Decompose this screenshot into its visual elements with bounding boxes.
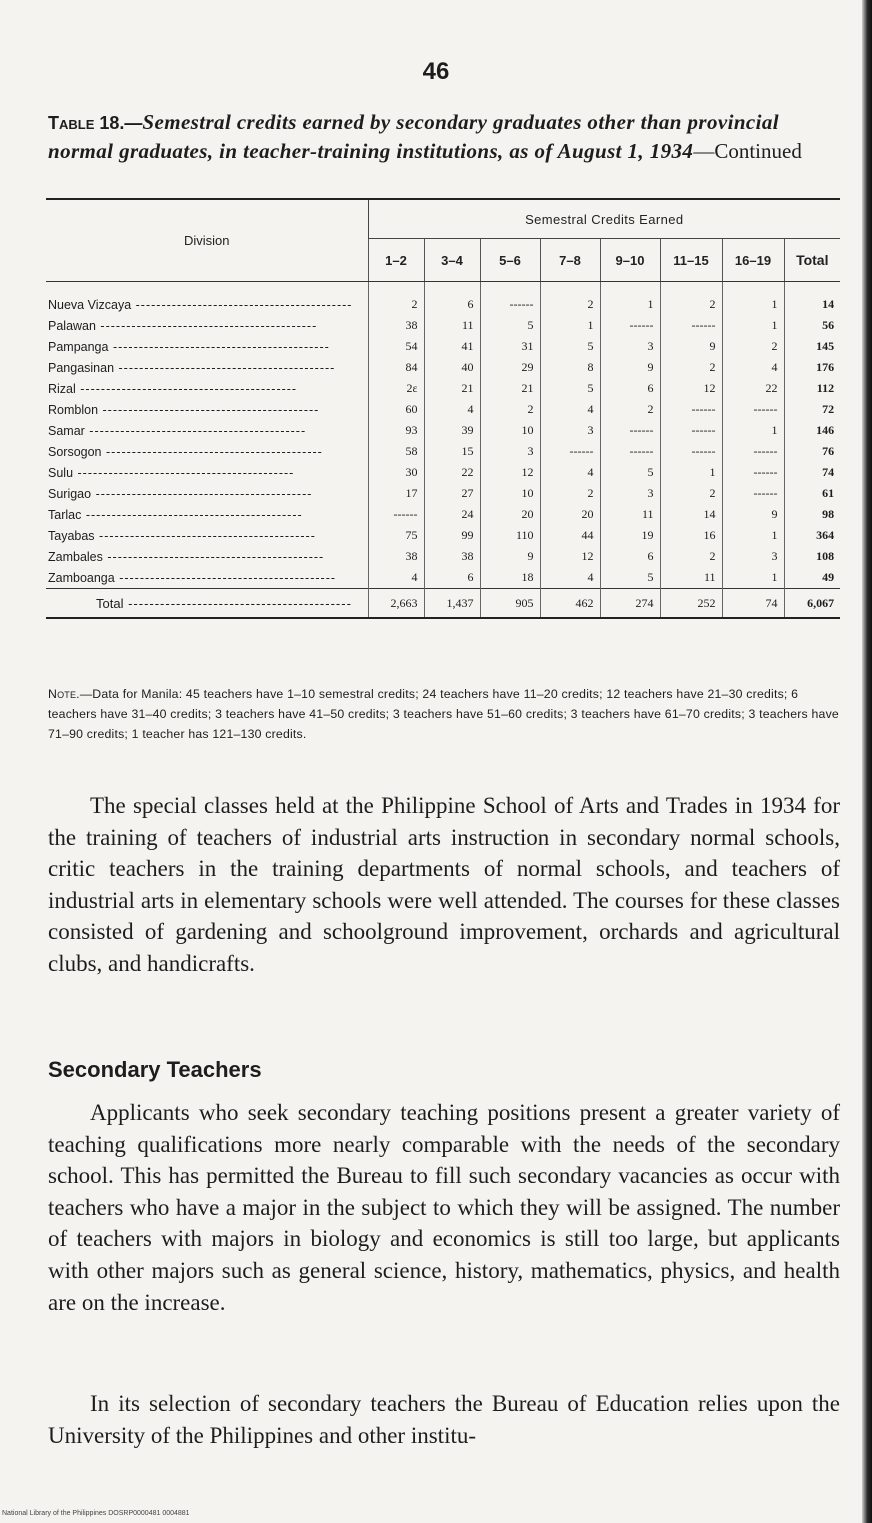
credit-cell: 40	[424, 357, 480, 378]
credit-cell: 1	[600, 282, 660, 316]
body-paragraph-2: Applicants who seek secondary teaching positions present a greater variety of teaching qualifications more nearly comparable with the needs of the secondary school. This has permitted the Bureau to fill such secondary vacancies as occur with teachers who have a major in the subject to which they will be assigned. The number of teachers with majors in biology and economics is still too large, but applicants with other majors such as general science, history, mathematics, physics, and health are on the increase.	[48, 1100, 840, 1315]
credit-cell: 75	[368, 525, 424, 546]
table-row	[46, 462, 840, 483]
credit-cell: 2	[660, 282, 722, 316]
credit-cell: 10	[480, 420, 540, 441]
credit-cell: 30	[368, 462, 424, 483]
row-total-cell: 145	[784, 336, 840, 357]
table-note	[48, 684, 840, 744]
credit-cell: 274	[600, 589, 660, 619]
credit-cell: 4	[722, 357, 784, 378]
division-name: Palawan -----	[46, 315, 368, 336]
total-column-header: Total	[784, 239, 840, 282]
credit-cell: 6	[600, 546, 660, 567]
credit-cell: ------	[722, 399, 784, 420]
credit-cell: 9	[660, 336, 722, 357]
credits-table-container	[46, 198, 840, 619]
row-total-cell: 112	[784, 378, 840, 399]
credits-group-header: Semestral Credits Earned	[368, 199, 840, 239]
table-caption	[48, 108, 838, 165]
division-name: Surigao -----	[46, 483, 368, 504]
body-paragraph-3: In its selection of secondary teachers the Bureau of Education relies upon the University of the Philippines and other institu-	[48, 1391, 840, 1448]
credit-cell: 3	[540, 420, 600, 441]
credit-cell: 60	[368, 399, 424, 420]
credit-cell: 17	[368, 483, 424, 504]
credit-cell: ------	[600, 315, 660, 336]
row-total-cell: 146	[784, 420, 840, 441]
credit-cell: 2	[540, 483, 600, 504]
credit-cell: 6	[424, 567, 480, 589]
credit-cell: 3	[600, 336, 660, 357]
credit-cell: 38	[368, 546, 424, 567]
column-header: 3–4	[424, 239, 480, 282]
credit-cell: 58	[368, 441, 424, 462]
credit-cell: 110	[480, 525, 540, 546]
credit-cell: 2ɛ	[368, 378, 424, 399]
credit-cell: ------	[722, 441, 784, 462]
row-total-cell: 49	[784, 567, 840, 589]
credit-cell: 4	[424, 399, 480, 420]
credit-cell: ------	[722, 462, 784, 483]
credit-cell: 4	[540, 399, 600, 420]
credit-cell: 38	[424, 546, 480, 567]
credit-cell: ------	[722, 483, 784, 504]
credit-cell: 1	[722, 282, 784, 316]
credit-cell: 41	[424, 336, 480, 357]
credit-cell: 12	[660, 378, 722, 399]
credit-cell: 84	[368, 357, 424, 378]
credit-cell: 1	[540, 315, 600, 336]
credit-cell: 1	[722, 420, 784, 441]
division-name: Tayabas -----	[46, 525, 368, 546]
page-number: 46	[422, 58, 450, 85]
credit-cell: ------	[660, 399, 722, 420]
division-name: Rizal -----	[46, 378, 368, 399]
column-header: 1–2	[368, 239, 424, 282]
credit-cell: 12	[540, 546, 600, 567]
row-total-cell: 6,067	[784, 589, 840, 619]
credits-table	[46, 198, 840, 619]
credit-cell: 11	[424, 315, 480, 336]
credit-cell: 19	[600, 525, 660, 546]
credit-cell: 2	[660, 357, 722, 378]
row-total-cell: 98	[784, 504, 840, 525]
credit-cell: 2	[368, 282, 424, 316]
credit-cell: 22	[722, 378, 784, 399]
credit-cell: 5	[600, 567, 660, 589]
table-total-row	[46, 589, 840, 619]
caption-lead: Table 18.—	[48, 113, 143, 133]
division-name: Sulu -----	[46, 462, 368, 483]
credit-cell: 2	[660, 546, 722, 567]
column-header: 5–6	[480, 239, 540, 282]
credit-cell: ------	[660, 315, 722, 336]
credit-cell: 3	[480, 441, 540, 462]
division-name: Pangasinan -----	[46, 357, 368, 378]
table-row	[46, 546, 840, 567]
credit-cell: ------	[480, 282, 540, 316]
credit-cell: 4	[540, 462, 600, 483]
table-row	[46, 357, 840, 378]
credit-cell: 1,437	[424, 589, 480, 619]
credit-cell: 22	[424, 462, 480, 483]
credit-cell: 9	[480, 546, 540, 567]
credit-cell: 3	[722, 546, 784, 567]
credit-cell: 12	[480, 462, 540, 483]
table-row	[46, 399, 840, 420]
credit-cell: 9	[722, 504, 784, 525]
table-row	[46, 420, 840, 441]
column-header: 11–15	[660, 239, 722, 282]
credit-cell: 2	[540, 282, 600, 316]
credit-cell: 24	[424, 504, 480, 525]
table-row	[46, 282, 840, 316]
credit-cell: 14	[660, 504, 722, 525]
note-label: Note.	[48, 687, 80, 701]
table-row	[46, 378, 840, 399]
division-name: Zambales -----	[46, 546, 368, 567]
credit-cell: 2	[600, 399, 660, 420]
division-name: Romblon -----	[46, 399, 368, 420]
row-total-cell: 61	[784, 483, 840, 504]
credit-cell: 38	[368, 315, 424, 336]
section-heading: Secondary Teachers	[48, 1057, 262, 1082]
table-row	[46, 567, 840, 589]
division-name: Zamboanga -----	[46, 567, 368, 589]
division-column-header: Division	[46, 199, 368, 282]
credit-cell: 5	[540, 378, 600, 399]
credit-cell: 21	[424, 378, 480, 399]
table-body	[46, 282, 840, 619]
credit-cell: 1	[722, 567, 784, 589]
credit-cell: 5	[540, 336, 600, 357]
credit-cell: 1	[722, 525, 784, 546]
credit-cell: 16	[660, 525, 722, 546]
division-name: Total -----	[46, 589, 368, 619]
row-total-cell: 76	[784, 441, 840, 462]
credit-cell: 2,663	[368, 589, 424, 619]
credit-cell: 74	[722, 589, 784, 619]
division-name: Nueva Vizcaya -----	[46, 282, 368, 316]
row-total-cell: 14	[784, 282, 840, 316]
credit-cell: 3	[600, 483, 660, 504]
note-text: —Data for Manila: 45 teachers have 1–10 semestral credits; 24 teachers have 11–20 credits; 12 teachers have 21–30 credits; 6 teachers have 31–40 credits; 3 teachers have 41–50 credits; 3 teachers have 51–60 credits; 3 teachers have 61–70 credits; 3 teachers have 71–90 credits; 1 teacher has 121–130 credits.	[48, 687, 839, 741]
credit-cell: 1	[660, 462, 722, 483]
credit-cell: 29	[480, 357, 540, 378]
table-row	[46, 315, 840, 336]
credit-cell: 44	[540, 525, 600, 546]
credit-cell: 93	[368, 420, 424, 441]
table-row	[46, 504, 840, 525]
table-row	[46, 441, 840, 462]
table-row	[46, 525, 840, 546]
row-total-cell: 74	[784, 462, 840, 483]
row-total-cell: 72	[784, 399, 840, 420]
credit-cell: 2	[660, 483, 722, 504]
division-name: Samar -----	[46, 420, 368, 441]
credit-cell: ------	[600, 441, 660, 462]
credit-cell: 11	[600, 504, 660, 525]
caption-suffix: —Continued	[693, 139, 802, 163]
credit-cell: 20	[480, 504, 540, 525]
credit-cell: ------	[660, 420, 722, 441]
credit-cell: 2	[480, 399, 540, 420]
credit-cell: 54	[368, 336, 424, 357]
credit-cell: 18	[480, 567, 540, 589]
credit-cell: ------	[600, 420, 660, 441]
credit-cell: 31	[480, 336, 540, 357]
credit-cell: 462	[540, 589, 600, 619]
column-header: 9–10	[600, 239, 660, 282]
credit-cell: 4	[540, 567, 600, 589]
credit-cell: 39	[424, 420, 480, 441]
caption-title: Semestral credits earned by secondary graduates other than provincial normal graduates, in teacher-training institutions, as of August 1, 1934	[48, 110, 780, 163]
credit-cell: 1	[722, 315, 784, 336]
credit-cell: 6	[424, 282, 480, 316]
credit-cell: 10	[480, 483, 540, 504]
table-row	[46, 483, 840, 504]
row-total-cell: 364	[784, 525, 840, 546]
credit-cell: 2	[722, 336, 784, 357]
row-total-cell: 108	[784, 546, 840, 567]
credit-cell: 20	[540, 504, 600, 525]
column-header: 7–8	[540, 239, 600, 282]
row-total-cell: 56	[784, 315, 840, 336]
credit-cell: ------	[540, 441, 600, 462]
credit-cell: ------	[368, 504, 424, 525]
credit-cell: 4	[368, 567, 424, 589]
division-name: Tarlac -----	[46, 504, 368, 525]
credit-cell: 5	[480, 315, 540, 336]
credit-cell: 27	[424, 483, 480, 504]
credit-cell: 15	[424, 441, 480, 462]
credit-cell: ------	[660, 441, 722, 462]
division-name: Pampanga -----	[46, 336, 368, 357]
column-header: 16–19	[722, 239, 784, 282]
credit-cell: 8	[540, 357, 600, 378]
credit-cell: 21	[480, 378, 540, 399]
credit-cell: 905	[480, 589, 540, 619]
credit-cell: 99	[424, 525, 480, 546]
credit-cell: 5	[600, 462, 660, 483]
credit-cell: 9	[600, 357, 660, 378]
scan-edge-shadow	[862, 0, 872, 1523]
credit-cell: 11	[660, 567, 722, 589]
body-paragraph-1: The special classes held at the Philippine School of Arts and Trades in 1934 for the training of teachers of industrial arts instruction in secondary normal schools, critic teachers in the training departments of normal schools, and teachers of industrial arts in elementary schools were well attended. The courses for these classes consisted of gardening and schoolground improvement, orchards and agricultural clubs, and handicrafts.	[48, 793, 840, 976]
row-total-cell: 176	[784, 357, 840, 378]
credit-cell: 6	[600, 378, 660, 399]
table-row	[46, 336, 840, 357]
division-name: Sorsogon -----	[46, 441, 368, 462]
library-footer: National Library of the Philippines DOSRP0000481 0004881	[2, 1510, 190, 1517]
credit-cell: 252	[660, 589, 722, 619]
